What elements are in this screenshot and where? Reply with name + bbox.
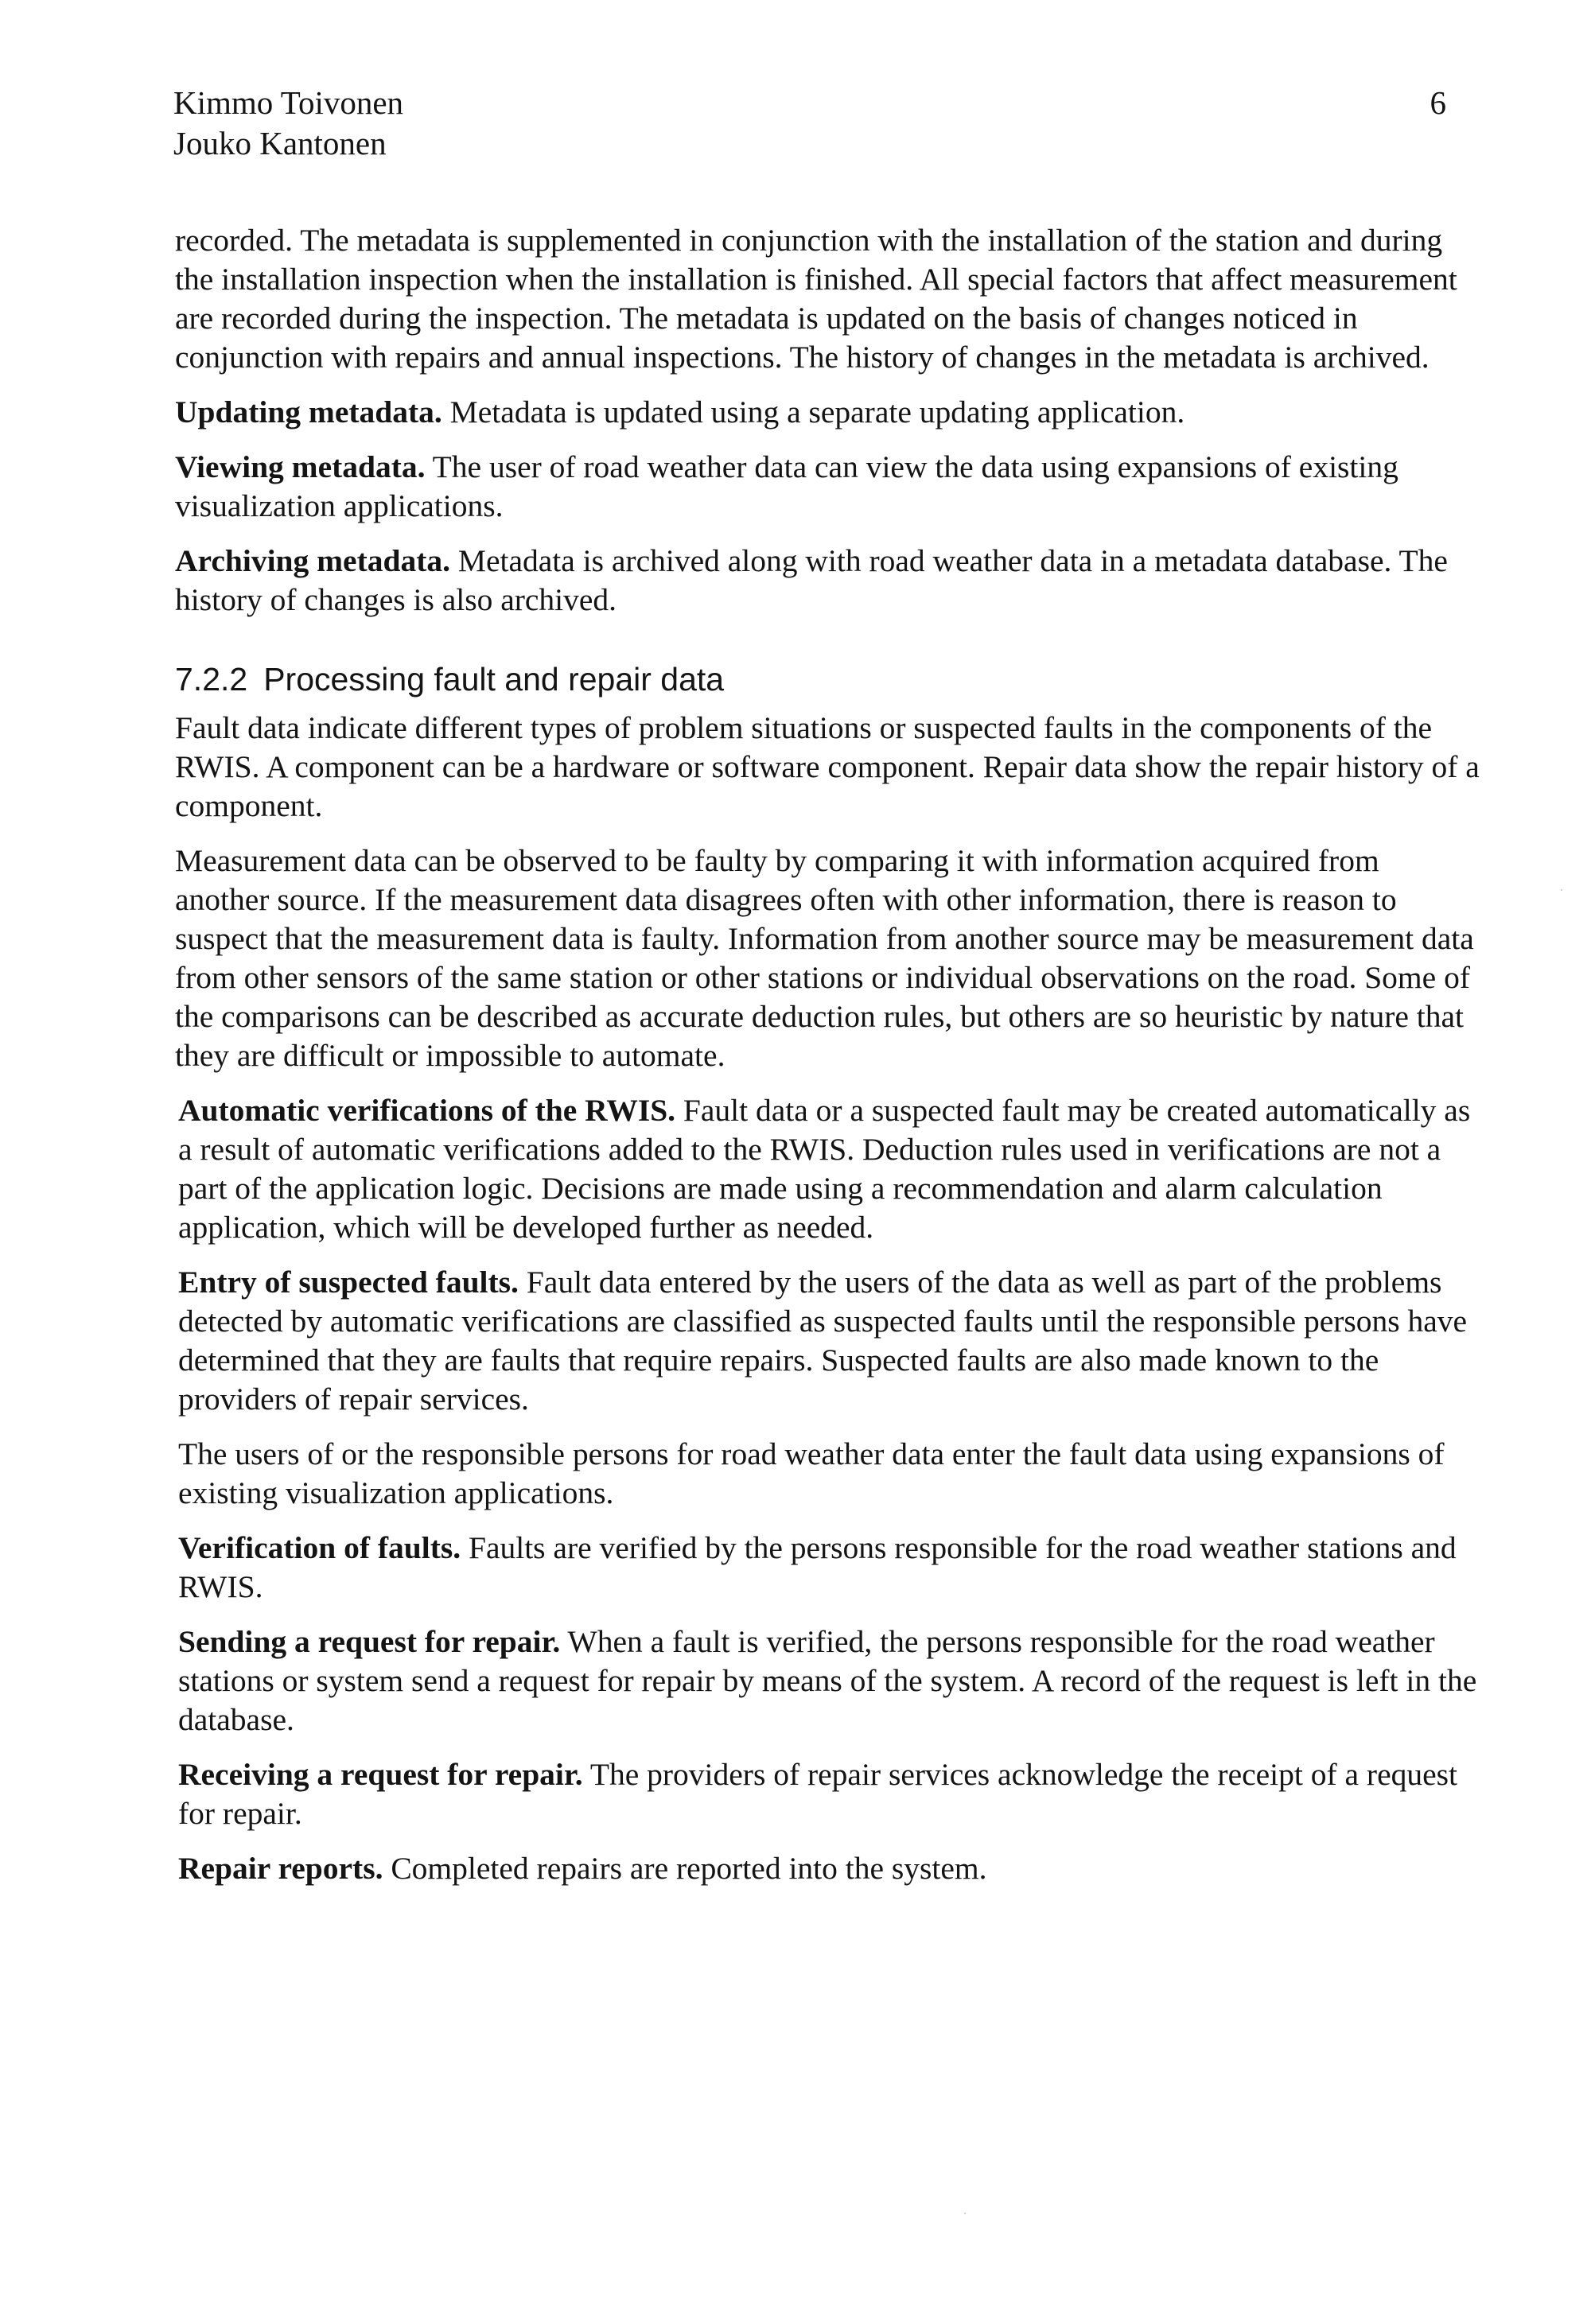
paragraph-lead: Archiving metadata. — [175, 543, 450, 578]
paragraph — [175, 1091, 1480, 1247]
page-number: 6 — [1430, 84, 1446, 121]
paragraph — [175, 1623, 1480, 1739]
paragraph-text: Completed repairs are reported into the system. — [383, 1851, 987, 1886]
section-heading — [175, 659, 1480, 699]
scan-speck — [964, 2213, 966, 2214]
paragraph-lead: Sending a request for repair. — [178, 1624, 561, 1659]
paragraph — [175, 448, 1480, 526]
paragraph-text: Faults are verified by the persons responsible for the road weather stations and RWIS. — [178, 1530, 1457, 1604]
paragraph-lead: Verification of faults. — [178, 1530, 461, 1565]
paragraph-text: The providers of repair services acknowledge the receipt of a request for repair. — [178, 1757, 1457, 1831]
paragraph-text: Fault data entered by the users of the data as well as part of the problems detected by automatic verifications are classified as suspected faults until the responsible persons have determined that they are faults that require repairs. Suspected faults are also made known to the providers of repair services. — [178, 1265, 1468, 1417]
header-authors — [173, 83, 1446, 164]
paragraph-text: When a fault is verified, the persons responsible for the road weather stations or system send a request for repair by means of the system. A record of the request is left in the database. — [178, 1624, 1477, 1737]
paragraph — [175, 1755, 1480, 1833]
author-name: Kimmo Toivonen — [173, 84, 404, 121]
paragraph-text: Measurement data can be observed to be faulty by comparing it with information acquired from another source. If the measurement data disagrees often with other information, there is reason to suspect that the measurement data is faulty. Information from another source may be measurement data from other sensors of the same station or other stations or individual observations on the road. Some of the comparisons can be described as accurate deduction rules, but others are so heuristic by nature that they are difficult or impossible to automate. — [175, 843, 1474, 1073]
paragraph-text: Metadata is updated using a separate updating application. — [442, 394, 1185, 429]
paragraph-lead: Updating metadata. — [175, 394, 442, 429]
paragraph — [175, 1263, 1480, 1419]
body-text — [175, 221, 1480, 1904]
paragraph-text: Metadata is archived along with road weather data in a metadata database. The history of changes is also archived. — [175, 543, 1448, 617]
paragraph-lead: Viewing metadata. — [175, 449, 426, 484]
paragraph-lead: Receiving a request for repair. — [178, 1757, 583, 1792]
paragraph — [175, 1849, 1480, 1888]
paragraph-lead: Automatic verifications of the RWIS. — [178, 1093, 676, 1128]
scan-speck — [1561, 889, 1562, 891]
paragraph — [175, 709, 1480, 826]
paragraph-text: Fault data or a suspected fault may be created automatically as a result of automatic verifications added to the RWIS. Deduction rules used in verifications are not a part of the application logic. Decisions are made using a recommendation and alarm calculation application, which will be developed further as needed. — [178, 1093, 1471, 1245]
section-number: 7.2.2 — [175, 661, 248, 698]
paragraph — [175, 1435, 1480, 1513]
paragraph — [175, 393, 1480, 432]
section-title: Processing fault and repair data — [263, 661, 725, 698]
paragraph — [175, 221, 1480, 377]
paragraph — [175, 542, 1480, 620]
paragraph-text: Fault data indicate different types of problem situations or suspected faults in the components of the RWIS. A component can be a hardware or software component. Repair data show the repair history of a component. — [175, 710, 1480, 823]
paragraph — [175, 1529, 1480, 1607]
paragraph — [175, 841, 1480, 1075]
paragraph-text: The users of or the responsible persons for road weather data enter the fault data using expansions of existing visualization applications. — [178, 1436, 1445, 1510]
paragraph-lead: Repair reports. — [178, 1851, 383, 1886]
paragraph-lead: Entry of suspected faults. — [178, 1265, 519, 1300]
author-name: Jouko Kantonen — [173, 125, 387, 161]
paragraph-text: recorded. The metadata is supplemented in conjunction with the installation of the station and during the installation inspection when the installation is finished. All special factors that affect measurement are recorded during the inspection. The metadata is updated on the basis of changes noticed in conjunction with repairs and annual inspections. The history of changes in the metadata is archived. — [175, 223, 1457, 375]
page-header — [173, 83, 1446, 164]
paragraph-text: The user of road weather data can view the data using expansions of existing visualization applications. — [175, 449, 1398, 523]
